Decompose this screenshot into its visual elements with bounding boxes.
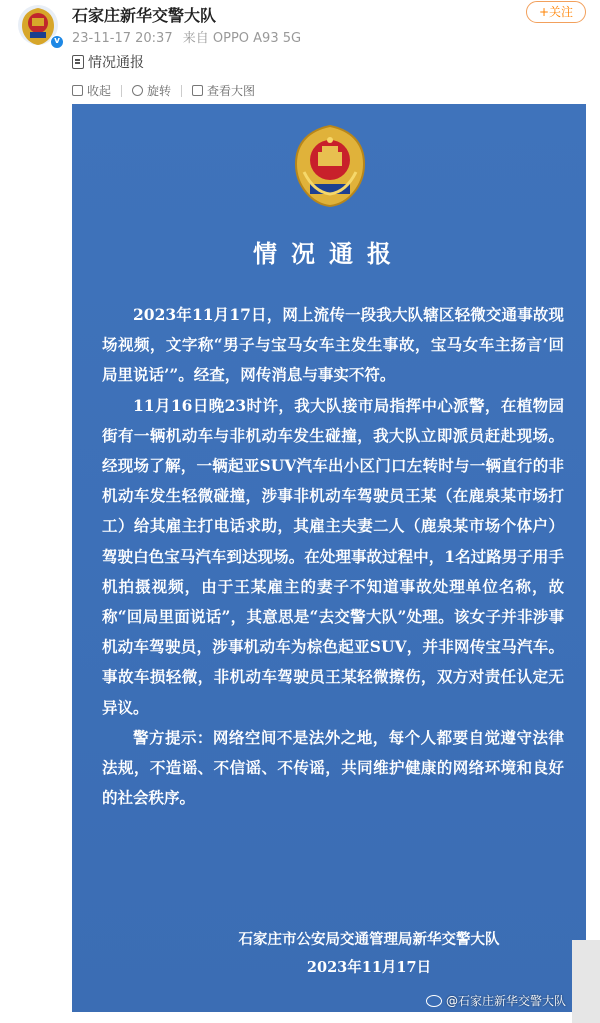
divider	[121, 85, 122, 97]
weibo-logo-icon	[426, 995, 442, 1007]
post-title-label: 情况通报	[88, 55, 144, 71]
rotate-icon	[132, 85, 143, 96]
notice-image[interactable]	[72, 104, 586, 1012]
verified-badge-icon: v	[50, 35, 64, 49]
document-icon	[72, 55, 84, 69]
follow-button[interactable]: +关注	[526, 1, 586, 23]
signature-date: 2023年11月17日	[306, 959, 432, 976]
collapse-label: 收起	[87, 84, 112, 98]
rotate-label: 旋转	[147, 84, 172, 98]
collapse-icon	[72, 85, 83, 96]
view-large-button[interactable]	[192, 82, 255, 99]
background-strip	[572, 940, 600, 1023]
notice-paragraph: 2023年11月17日，网上流传一段我大队辖区轻微交通事故现场视频，文字称“男子与宝马女车主发生事故，宝马女车主扬言‘回局里说话’”。经查，网传消息与事实不符。	[102, 305, 564, 385]
image-toolbar	[72, 82, 255, 99]
post-timestamp: 23-11-17 20:37	[72, 31, 173, 46]
notice-paragraph: 11月16日晚23时许，我大队接市局指挥中心派警，在植物园街有一辆机动车与非机动车发生碰撞，我大队立即派员赶赴现场。经现场了解，一辆起亚SUV汽车出小区门口左转时与一辆直行的非机动车发生轻微碰撞，涉事非机动车驾驶员王某（在鹿泉某市场打工）给其雇主打电话求助，其雇主夫妻二人（鹿泉某市场个体户）驾驶白色宝马汽车到达现场。在处理事故过程中，1名过路男子用手机拍摄视频，由于王某雇主的妻子不知道事故处理单位名称，故称“回局里面说话”，其意思是“去交警大队”处理。该女子并非涉事机动车驾驶员，涉事机动车为棕色起亚SUV，并非网传宝马汽车。事故车损轻微，非机动车驾驶员王某轻微擦伤，双方对责任认定无异议。	[102, 395, 564, 717]
post-header	[0, 0, 600, 76]
signature-organization: 石家庄市公安局交通管理局新华交警大队	[238, 931, 500, 948]
rotate-button[interactable]	[132, 82, 171, 99]
notice-body	[102, 300, 564, 813]
weibo-watermark	[426, 992, 566, 1009]
notice-title: 情况通报	[253, 239, 405, 268]
police-emblem-icon	[284, 122, 376, 210]
magnify-icon	[192, 85, 203, 96]
post-source: 来自 OPPO A93 5G	[182, 31, 302, 46]
notice-paragraph: 警方提示：网络空间不是法外之地，每个人都要自觉遵守法律法规，不造谣、不信谣、不传谣，共同维护健康的网络环境和良好的社会秩序。	[102, 727, 564, 808]
watermark-text: @石家庄新华交警大队	[446, 994, 567, 1008]
post-meta	[72, 27, 301, 46]
collapse-button[interactable]	[72, 82, 111, 99]
view-large-label: 查看大图	[207, 84, 256, 98]
post-text	[72, 52, 144, 72]
username[interactable]: 石家庄新华交警大队	[72, 6, 217, 25]
divider	[181, 85, 182, 97]
